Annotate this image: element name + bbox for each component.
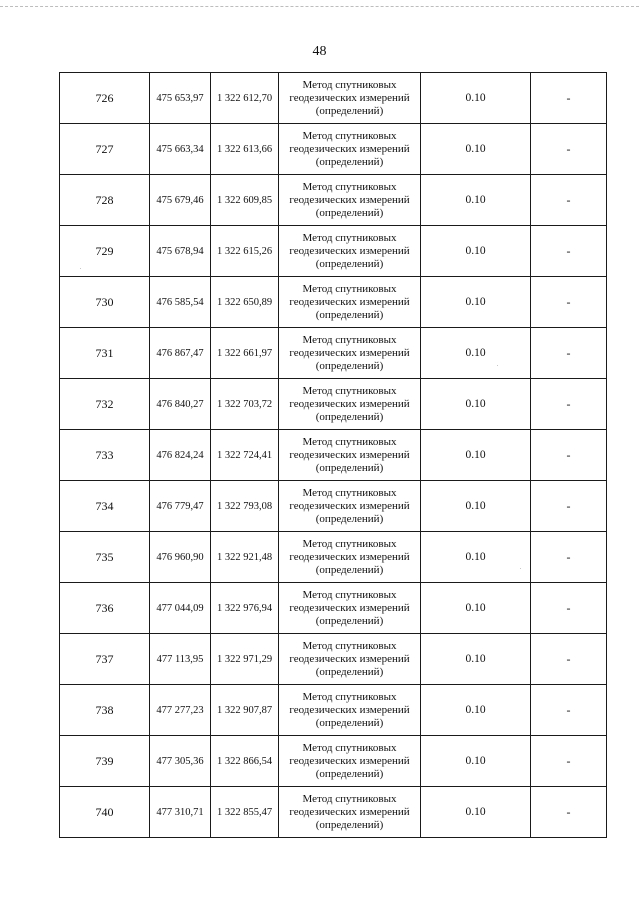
point-number-cell: 732 <box>60 379 150 430</box>
x-coordinate-cell: 477 310,71 <box>150 787 211 838</box>
y-coordinate-cell: 1 322 855,47 <box>211 787 279 838</box>
accuracy-cell: 0.10 <box>421 532 531 583</box>
extra-cell: - <box>531 430 607 481</box>
extra-cell: - <box>531 277 607 328</box>
method-cell <box>279 277 421 328</box>
method-line: (определений) <box>315 206 384 219</box>
accuracy-cell: 0.10 <box>421 583 531 634</box>
y-coordinate-cell: 1 322 609,85 <box>211 175 279 226</box>
point-number-cell: 730 <box>60 277 150 328</box>
table-row <box>60 685 607 736</box>
y-coordinate-cell: 1 322 650,89 <box>211 277 279 328</box>
x-coordinate-cell: 477 113,95 <box>150 634 211 685</box>
method-line: геодезических измерений <box>289 244 410 257</box>
accuracy-cell: 0.10 <box>421 277 531 328</box>
y-coordinate-cell: 1 322 921,48 <box>211 532 279 583</box>
y-coordinate-cell: 1 322 976,94 <box>211 583 279 634</box>
y-coordinate-cell: 1 322 613,66 <box>211 124 279 175</box>
point-number-cell: 740 <box>60 787 150 838</box>
point-number-cell: 735 <box>60 532 150 583</box>
extra-cell: - <box>531 124 607 175</box>
method-line: геодезических измерений <box>289 142 410 155</box>
point-number-cell: 729 <box>60 226 150 277</box>
method-line: Метод спутниковых <box>302 537 397 550</box>
extra-cell: - <box>531 685 607 736</box>
point-number-cell: 727 <box>60 124 150 175</box>
point-number-cell: 731 <box>60 328 150 379</box>
extra-cell: - <box>531 583 607 634</box>
method-line: геодезических измерений <box>289 703 410 716</box>
method-line: Метод спутниковых <box>302 384 397 397</box>
table-row <box>60 328 607 379</box>
method-line: Метод спутниковых <box>302 180 397 193</box>
table-row <box>60 634 607 685</box>
method-line: геодезических измерений <box>289 397 410 410</box>
x-coordinate-cell: 477 305,36 <box>150 736 211 787</box>
x-coordinate-cell: 476 867,47 <box>150 328 211 379</box>
point-number-cell: 736 <box>60 583 150 634</box>
accuracy-cell: 0.10 <box>421 175 531 226</box>
point-number-cell: 737 <box>60 634 150 685</box>
method-cell <box>279 787 421 838</box>
y-coordinate-cell: 1 322 971,29 <box>211 634 279 685</box>
method-line: Метод спутниковых <box>302 741 397 754</box>
method-line: Метод спутниковых <box>302 792 397 805</box>
method-cell <box>279 685 421 736</box>
method-line: Метод спутниковых <box>302 231 397 244</box>
method-line: Метод спутниковых <box>302 78 397 91</box>
method-cell <box>279 226 421 277</box>
x-coordinate-cell: 477 044,09 <box>150 583 211 634</box>
accuracy-cell: 0.10 <box>421 124 531 175</box>
method-line: (определений) <box>315 818 384 831</box>
method-line: Метод спутниковых <box>302 333 397 346</box>
x-coordinate-cell: 475 653,97 <box>150 73 211 124</box>
x-coordinate-cell: 477 277,23 <box>150 685 211 736</box>
method-cell <box>279 532 421 583</box>
table-row <box>60 430 607 481</box>
extra-cell: - <box>531 379 607 430</box>
method-line: (определений) <box>315 155 384 168</box>
table-row <box>60 787 607 838</box>
accuracy-cell: 0.10 <box>421 787 531 838</box>
table-row <box>60 532 607 583</box>
x-coordinate-cell: 475 679,46 <box>150 175 211 226</box>
y-coordinate-cell: 1 322 612,70 <box>211 73 279 124</box>
method-line: геодезических измерений <box>289 448 410 461</box>
table-row <box>60 175 607 226</box>
accuracy-cell: 0.10 <box>421 736 531 787</box>
method-line: Метод спутниковых <box>302 435 397 448</box>
method-line: Метод спутниковых <box>302 639 397 652</box>
method-line: (определений) <box>315 308 384 321</box>
method-line: (определений) <box>315 461 384 474</box>
y-coordinate-cell: 1 322 793,08 <box>211 481 279 532</box>
method-line: Метод спутниковых <box>302 486 397 499</box>
extra-cell: - <box>531 787 607 838</box>
method-line: (определений) <box>315 359 384 372</box>
x-coordinate-cell: 475 663,34 <box>150 124 211 175</box>
extra-cell: - <box>531 736 607 787</box>
accuracy-cell: 0.10 <box>421 430 531 481</box>
point-number-cell: 726 <box>60 73 150 124</box>
table-body <box>60 73 607 838</box>
method-line: геодезических измерений <box>289 601 410 614</box>
method-line: геодезических измерений <box>289 346 410 359</box>
table-row <box>60 124 607 175</box>
method-line: геодезических измерений <box>289 652 410 665</box>
table-row <box>60 583 607 634</box>
method-cell <box>279 430 421 481</box>
point-number-cell: 728 <box>60 175 150 226</box>
method-line: (определений) <box>315 716 384 729</box>
scan-top-edge <box>0 6 639 7</box>
accuracy-cell: 0.10 <box>421 226 531 277</box>
point-number-cell: 733 <box>60 430 150 481</box>
extra-cell: - <box>531 328 607 379</box>
y-coordinate-cell: 1 322 724,41 <box>211 430 279 481</box>
method-cell <box>279 736 421 787</box>
extra-cell: - <box>531 73 607 124</box>
table-row <box>60 481 607 532</box>
method-line: геодезических измерений <box>289 295 410 308</box>
extra-cell: - <box>531 481 607 532</box>
table-row <box>60 736 607 787</box>
method-cell <box>279 73 421 124</box>
method-line: геодезических измерений <box>289 193 410 206</box>
table-row <box>60 226 607 277</box>
method-line: геодезических измерений <box>289 91 410 104</box>
method-line: (определений) <box>315 767 384 780</box>
y-coordinate-cell: 1 322 703,72 <box>211 379 279 430</box>
method-line: (определений) <box>315 410 384 423</box>
point-number-cell: 738 <box>60 685 150 736</box>
extra-cell: - <box>531 226 607 277</box>
scan-speck <box>80 268 81 269</box>
method-line: (определений) <box>315 257 384 270</box>
scan-speck <box>497 365 498 366</box>
x-coordinate-cell: 476 585,54 <box>150 277 211 328</box>
method-line: (определений) <box>315 512 384 525</box>
accuracy-cell: 0.10 <box>421 379 531 430</box>
method-line: (определений) <box>315 665 384 678</box>
method-cell <box>279 481 421 532</box>
y-coordinate-cell: 1 322 907,87 <box>211 685 279 736</box>
accuracy-cell: 0.10 <box>421 685 531 736</box>
x-coordinate-cell: 476 840,27 <box>150 379 211 430</box>
method-line: Метод спутниковых <box>302 282 397 295</box>
x-coordinate-cell: 476 779,47 <box>150 481 211 532</box>
scan-speck <box>520 568 521 569</box>
method-line: геодезических измерений <box>289 754 410 767</box>
accuracy-cell: 0.10 <box>421 481 531 532</box>
method-cell <box>279 583 421 634</box>
extra-cell: - <box>531 532 607 583</box>
method-line: геодезических измерений <box>289 805 410 818</box>
accuracy-cell: 0.10 <box>421 634 531 685</box>
method-cell <box>279 175 421 226</box>
x-coordinate-cell: 475 678,94 <box>150 226 211 277</box>
accuracy-cell: 0.10 <box>421 328 531 379</box>
method-cell <box>279 124 421 175</box>
method-line: Метод спутниковых <box>302 588 397 601</box>
point-number-cell: 734 <box>60 481 150 532</box>
extra-cell: - <box>531 634 607 685</box>
table-row <box>60 379 607 430</box>
table-row <box>60 73 607 124</box>
method-line: (определений) <box>315 614 384 627</box>
point-number-cell: 739 <box>60 736 150 787</box>
x-coordinate-cell: 476 824,24 <box>150 430 211 481</box>
method-line: (определений) <box>315 563 384 576</box>
method-line: геодезических измерений <box>289 499 410 512</box>
method-line: геодезических измерений <box>289 550 410 563</box>
coordinates-table <box>59 72 607 838</box>
table-row <box>60 277 607 328</box>
x-coordinate-cell: 476 960,90 <box>150 532 211 583</box>
method-cell <box>279 328 421 379</box>
method-line: Метод спутниковых <box>302 129 397 142</box>
method-cell <box>279 379 421 430</box>
y-coordinate-cell: 1 322 866,54 <box>211 736 279 787</box>
method-cell <box>279 634 421 685</box>
y-coordinate-cell: 1 322 661,97 <box>211 328 279 379</box>
accuracy-cell: 0.10 <box>421 73 531 124</box>
method-line: (определений) <box>315 104 384 117</box>
method-line: Метод спутниковых <box>302 690 397 703</box>
extra-cell: - <box>531 175 607 226</box>
y-coordinate-cell: 1 322 615,26 <box>211 226 279 277</box>
page-number: 48 <box>312 44 327 59</box>
